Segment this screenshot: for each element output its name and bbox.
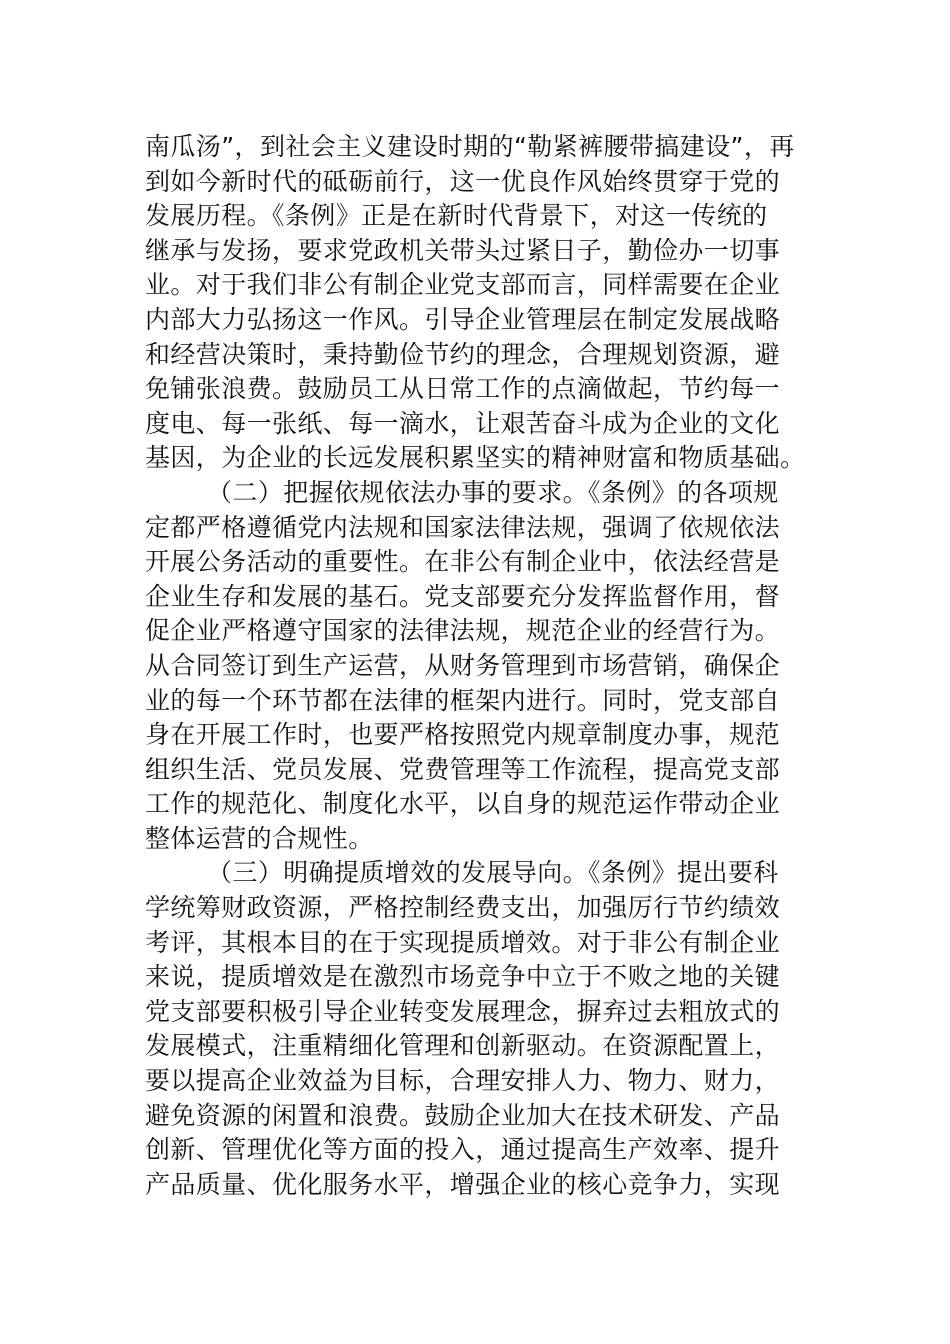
text-line: 组织生活、党员发展、党费管理等工作流程，提高党支部 <box>145 754 781 784</box>
text-line: 考评，其根本目的在于实现提质增效。对于非公有制企业 <box>145 927 781 957</box>
text-line: 党支部要积极引导企业转变发展理念，摒弃过去粗放式的 <box>145 996 781 1026</box>
text-line: 产品质量、优化服务水平，增强企业的核心竞争力，实现 <box>145 1169 781 1199</box>
text-line: 避免资源的闲置和浪费。鼓励企业加大在技术研发、产品 <box>145 1100 781 1130</box>
text-line: 从合同签订到生产运营，从财务管理到市场营销，确保企 <box>145 650 781 680</box>
section-heading-3: （三）明确提质增效的发展导向。《条例》提出要科 <box>207 858 779 888</box>
text-line: 继承与发扬，要求党政机关带头过紧日子，勤俭办一切事 <box>145 235 781 265</box>
text-line: 促企业严格遵守国家的法律法规，规范企业的经营行为。 <box>145 616 781 646</box>
text-line: 和经营决策时，秉持勤俭节约的理念，合理规划资源，避 <box>145 339 781 369</box>
text-line: 业。对于我们非公有制企业党支部而言，同样需要在企业 <box>145 270 781 300</box>
text-line: 南瓜汤”，到社会主义建设时期的“勒紧裤腰带搞建设”，再 <box>145 132 795 161</box>
text-line: 内部大力弘扬这一作风。引导企业管理层在制定发展战略 <box>145 304 781 334</box>
text-line: 开展公务活动的重要性。在非公有制企业中，依法经营是 <box>145 547 781 577</box>
text-line: 工作的规范化、制度化水平，以自身的规范运作带动企业 <box>145 789 781 819</box>
section-heading-2: （二）把握依规依法办事的要求。《条例》的各项规 <box>207 477 779 507</box>
text-line: 度电、每一张纸、每一滴水，让艰苦奋斗成为企业的文化 <box>145 408 781 438</box>
text-line: 业的每一个环节都在法律的框架内进行。同时，党支部自 <box>145 685 781 715</box>
text-line: 发展历程。《条例》正是在新时代背景下，对这一传统的 <box>145 201 768 231</box>
text-line: 到如今新时代的砥砺前行，这一优良作风始终贯穿于党的 <box>145 166 781 196</box>
text-line: 学统筹财政资源，严格控制经费支出，加强厉行节约绩效 <box>145 893 781 923</box>
text-line: 整体运营的合规性。 <box>145 823 374 853</box>
text-line: 定都严格遵循党内法规和国家法律法规，强调了依规依法 <box>145 512 781 542</box>
text-line: 身在开展工作时，也要严格按照党内规章制度办事，规范 <box>145 720 781 750</box>
text-line: 发展模式，注重精细化管理和创新驱动。在资源配置上， <box>145 1031 781 1061</box>
text-line: 企业生存和发展的基石。党支部要充分发挥监督作用，督 <box>145 581 781 611</box>
text-line: 基因，为企业的长远发展积累坚实的精神财富和物质基础。 <box>145 443 806 473</box>
text-line: 免铺张浪费。鼓励员工从日常工作的点滴做起，节约每一 <box>145 374 781 404</box>
text-line: 来说，提质增效是在激烈市场竞争中立于不败之地的关键 <box>145 962 781 992</box>
text-line: 要以提高企业效益为目标，合理安排人力、物力、财力， <box>145 1066 781 1096</box>
body-text <box>145 130 807 1202</box>
text-line: 创新、管理优化等方面的投入，通过提高生产效率、提升 <box>145 1135 781 1165</box>
